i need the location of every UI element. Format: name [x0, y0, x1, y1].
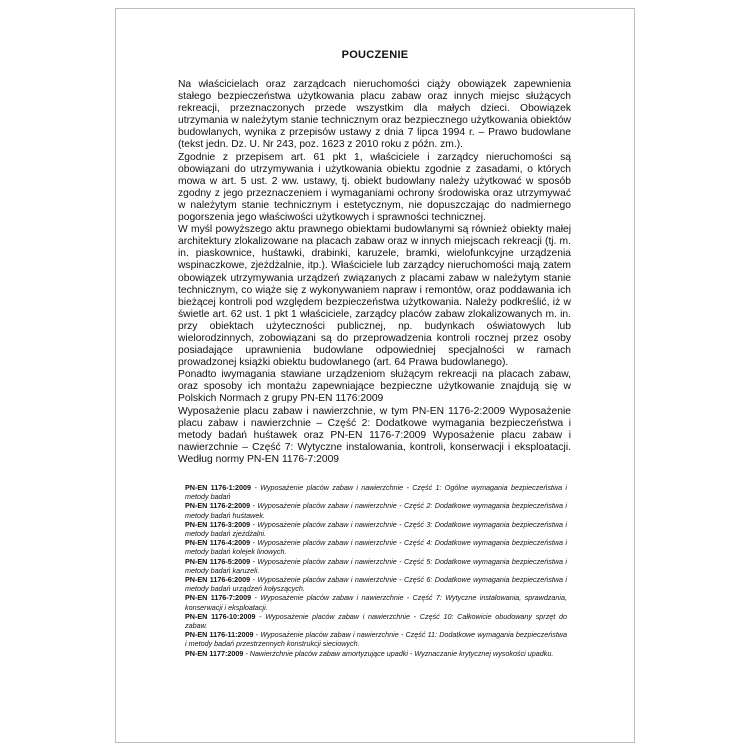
norm-code: PN-EN 1176-10:2009 [185, 611, 256, 621]
norm-code: PN-EN 1176-6:2009 [185, 575, 251, 585]
paragraph-2: Zgodnie z przepisem art. 61 pkt 1, właściciele i zarządcy nieruchomości są obowiązani do utrzymywania i użytkowania obiektu zgodnie z zasadami, o których mowa w art. 5 ust. 2 ww. ustawy, tj. obiekt budowlany należy użytkować w sposób zgodny z jego przeznaczeniem i wymaganiami ochrony środowiska oraz utrzymywać w należytym stanie technicznym i estetycznym, nie dopuszczając do nadmiernego pogorszenia jego właściwości użytkowych i sprawności technicznej. [178, 151, 571, 224]
norm-description: - Wyposażenie placów zabaw i nawierzchnie - Część 11: Dodatkowe wymagania bezpieczeństwa i metody badań przestrzennych konstrukcji sieciowych. [185, 630, 567, 649]
norm-code: PN-EN 1176-3:2009 [185, 519, 251, 529]
norm-description: - Wyposażenie placów zabaw i nawierzchnie - Część 1: Ogólne wymagania bezpieczeństwa i metody badań [185, 483, 568, 502]
paragraph-4: Ponadto iwymagania stawiane urządzeniom służącym rekreacji na placach zabaw, oraz sposoby ich montażu zapewniające bezpieczne użytkowanie znajdują się w Polskich Normach z grupy PN-EN 1176:2009 [178, 369, 571, 405]
norm-code: PN-EN 1176-4:2009 [185, 538, 251, 548]
norm-item [185, 557, 567, 575]
document-body [178, 79, 571, 466]
norm-code: PN-EN 1176-2:2009 [185, 501, 251, 511]
norm-item [185, 538, 567, 556]
norm-description: - Wyposażenie placów zabaw i nawierzchnie - Część 6: Dodatkowe wymagania bezpieczeństwa i metody badań urządzeń kołyszących. [185, 575, 568, 594]
norm-code: PN-EN 1177:2009 [185, 648, 244, 658]
norm-description: - Wyposażenie placów zabaw i nawierzchnie - Część 10: Całkowicie obudowany sprzęt do zabaw. [185, 611, 567, 631]
norm-item [185, 593, 567, 611]
paragraph-3: W myśl powyższego aktu prawnego obiektami budowlanymi są również obiekty małej architektury zlokalizowane na placach zabaw oraz w innych miejscach rekreacji (tj. m. in. piaskownice, huśtawki, drabinki, karuzele, bramki, wielofunkcyjne urządzenia wspinaczkowe, zjeżdżalnie, itp.). Właściciele lub zarządcy nieruchomości mają zatem obowiązek utrzymywania urządzeń związanych z placami zabaw w należytym stanie technicznym, co wiąże się z wykonywaniem napraw i remontów, oraz poddawania ich bieżącej kontroli pod względem bezpieczeństwa użytkowania. Należy podkreślić, iż w świetle art. 62 ust. 1 pkt 1 właściciele, zarządcy placów zabaw zlokalizowanych m. in. przy obiektach użyteczności publicznej, np. budynkach oświatowych lub wielorodzinnych, zobowiązani są do przeprowadzenia kontroli rocznej przez osoby posiadające uprawnienia budowlane odpowiedniej specjalności w ramach prowadzonej książki obiektu budowlanego (art. 64 Prawa budowlanego). [178, 224, 571, 369]
norm-description: - Wyposażenie placów zabaw i nawierzchnie - Część 7: Wytyczne instalowania, sprawdzania, konserwacji i eksploatacji. [185, 593, 567, 612]
norm-item [185, 649, 567, 658]
norm-item [185, 612, 567, 630]
norm-item [185, 501, 567, 519]
norm-code: PN-EN 1176-5:2009 [185, 556, 251, 566]
norm-item [185, 520, 567, 538]
norm-description: - Nawierzchnie placów zabaw amortyzujące upadki - Wyznaczanie krytycznej wysokości upadku. [245, 648, 554, 658]
norm-description: - Wyposażenie placów zabaw i nawierzchnie - Część 4: Dodatkowe wymagania bezpieczeństwa i metody badań kolejek linowych. [185, 538, 568, 557]
norm-item [185, 483, 567, 501]
norm-description: - Wyposażenie placów zabaw i nawierzchnie - Część 3: Dodatkowe wymagania bezpieczeństwa i metody badań zjeżdżalni. [185, 519, 568, 539]
norm-description: - Wyposażenie placów zabaw i nawierzchnie - Część 2: Dodatkowe wymagania bezpieczeństwa i metody badań huśtawek. [185, 501, 568, 520]
paragraph-1: Na właścicielach oraz zarządcach nieruchomości ciąży obowiązek zapewnienia stałego bezpieczeństwa użytkowania placu zabaw oraz innych miejsc służących rekreacji, przeznaczonych przede wszystkim dla małych dzieci. Obowiązek utrzymania w należytym stanie technicznym oraz bezpiecznego użytkowania obiektów budowlanych, wynika z przepisów ustawy z dnia 7 lipca 1994 r. – Prawo budowlane (tekst jedn. Dz. U. Nr 243, poz. 1623 z 2010 roku z późn. zm.). [178, 79, 571, 151]
norm-description: - Wyposażenie placów zabaw i nawierzchnie - Część 5: Dodatkowe wymagania bezpieczeństwa i metody badań karuzeli. [185, 556, 568, 575]
norm-code: PN-EN 1176-11:2009 [185, 630, 254, 640]
norms-list [185, 483, 567, 658]
document-page [115, 8, 635, 743]
norm-item [185, 575, 567, 593]
norm-code: PN-EN 1176-1:2009 [185, 483, 252, 492]
norm-item [185, 630, 567, 648]
paragraph-5: Wyposażenie placu zabaw i nawierzchnie, w tym PN-EN 1176-2:2009 Wyposażenie placu zabaw i nawierzchnie – Część 2: Dodatkowe wymagania bezpieczeństwa i metody badań huśtawek oraz PN-EN 1176-7:2009 Wyposażenie placu zabaw i nawierzchnie – Część 7: Wytyczne instalowania, kontroli, konserwacji i eksploatacji. Według normy PN-EN 1176-7:2009 [178, 405, 571, 465]
norm-code: PN-EN 1176-7:2009 [185, 593, 252, 603]
document-title: POUCZENIE [341, 49, 409, 61]
